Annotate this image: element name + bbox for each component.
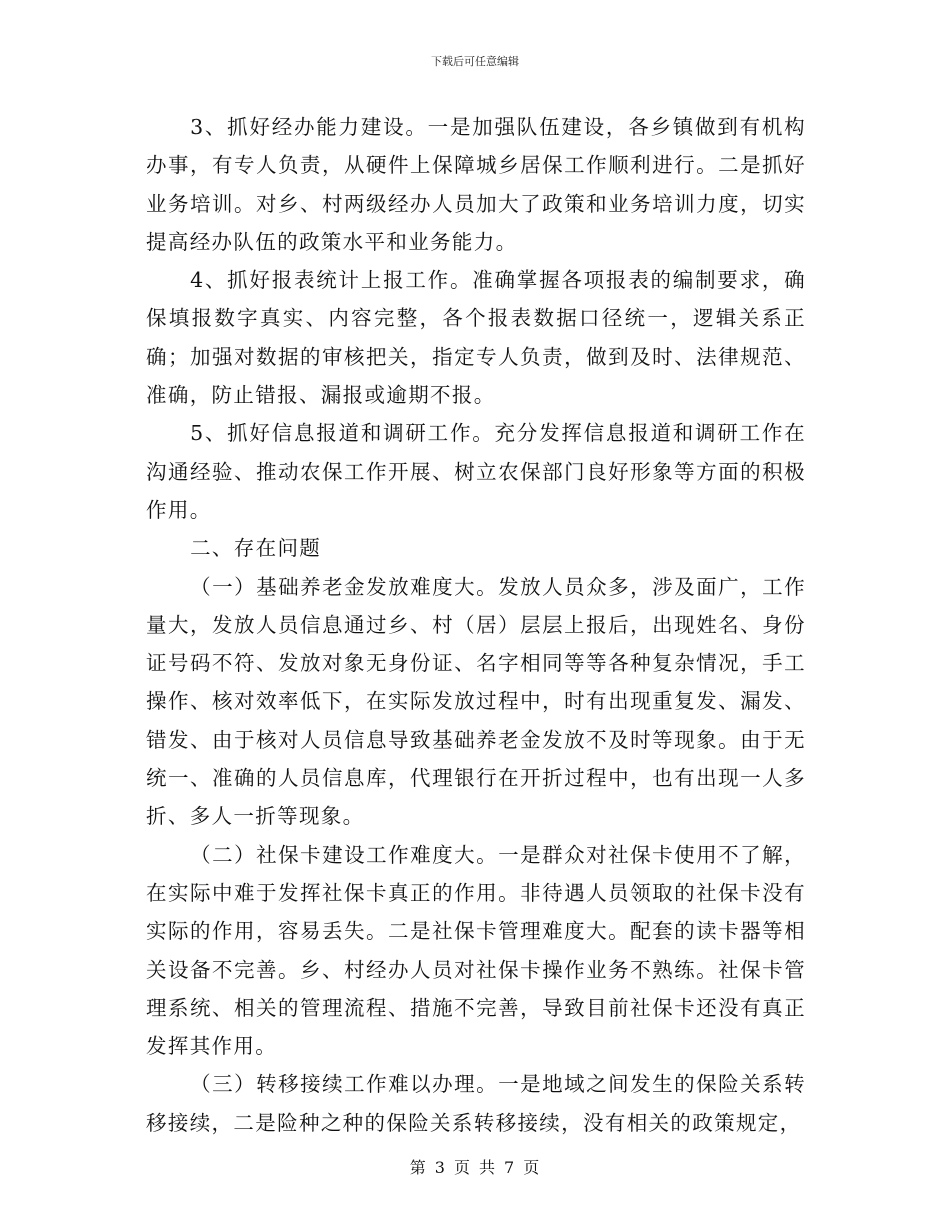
total-pages-number: 7 [504,1158,516,1177]
document-body [146,108,806,1142]
paragraph-4-statistics-reporting: 4、抓好报表统计上报工作。准确掌握各项报表的编制要求，确保填报数字真实、内容完整，各个报表数据口径统一，逻辑关系正确；加强对数据的审核把关，指定专人负责，做到及时、法律规范、准确，防止错报、漏报或逾期不报。 [146,268,806,408]
section-heading-problems: 二、存在问题 [190,536,322,561]
total-unit: 页 [523,1158,541,1177]
total-label: 共 [479,1158,497,1177]
paragraph-problem-1-pension: （一）基础养老金发放难度大。发放人员众多，涉及面广，工作量大，发放人员信息通过乡、村（居）层层上报后，出现姓名、身份证号码不符、发放对象无身份证、名字相同等等各种复杂情况，手工操作、核对效率低下，在实际发放过程中，时有出现重复发、漏发、错发、由于核对人员信息导致基础养老金发放不及时等现象。由于无统一、准确的人员信息库，代理银行在开折过程中，也有出现一人多折、多人一折等现象。 [146,574,806,829]
page-label: 第 [409,1158,427,1177]
page-unit: 页 [453,1158,471,1177]
paragraph-problem-2-social-card: （二）社保卡建设工作难度大。一是群众对社保卡使用不了解，在实际中难于发挥社保卡真正的作用。非待遇人员领取的社保卡没有实际的作用，容易丢失。二是社保卡管理难度大。配套的读卡器等相关设备不完善。乡、村经办人员对社保卡操作业务不熟练。社保卡管理系统、相关的管理流程、措施不完善，导致目前社保卡还没有真正发挥其作用。 [146,842,806,1059]
page-footer [0,1155,950,1178]
current-page-number: 3 [434,1158,446,1177]
paragraph-problem-3-transfer: （三）转移接续工作难以办理。一是地域之间发生的保险关系转移接续，二是险种之种的保险关系转移接续，没有相关的政策规定， [146,1072,806,1135]
page-header: 下载后可任意编辑 [431,55,519,68]
paragraph-3-handling-capacity: 3、抓好经办能力建设。一是加强队伍建设，各乡镇做到有机构办事，有专人负责，从硬件上保障城乡居保工作顺利进行。二是抓好业务培训。对乡、村两级经办人员加大了政策和业务培训力度，切实提高经办队伍的政策水平和业务能力。 [146,115,806,254]
paragraph-5-information-research: 5、抓好信息报道和调研工作。充分发挥信息报道和调研工作在沟通经验、推动农保工作开展、树立农保部门良好形象等方面的积极作用。 [146,421,806,522]
